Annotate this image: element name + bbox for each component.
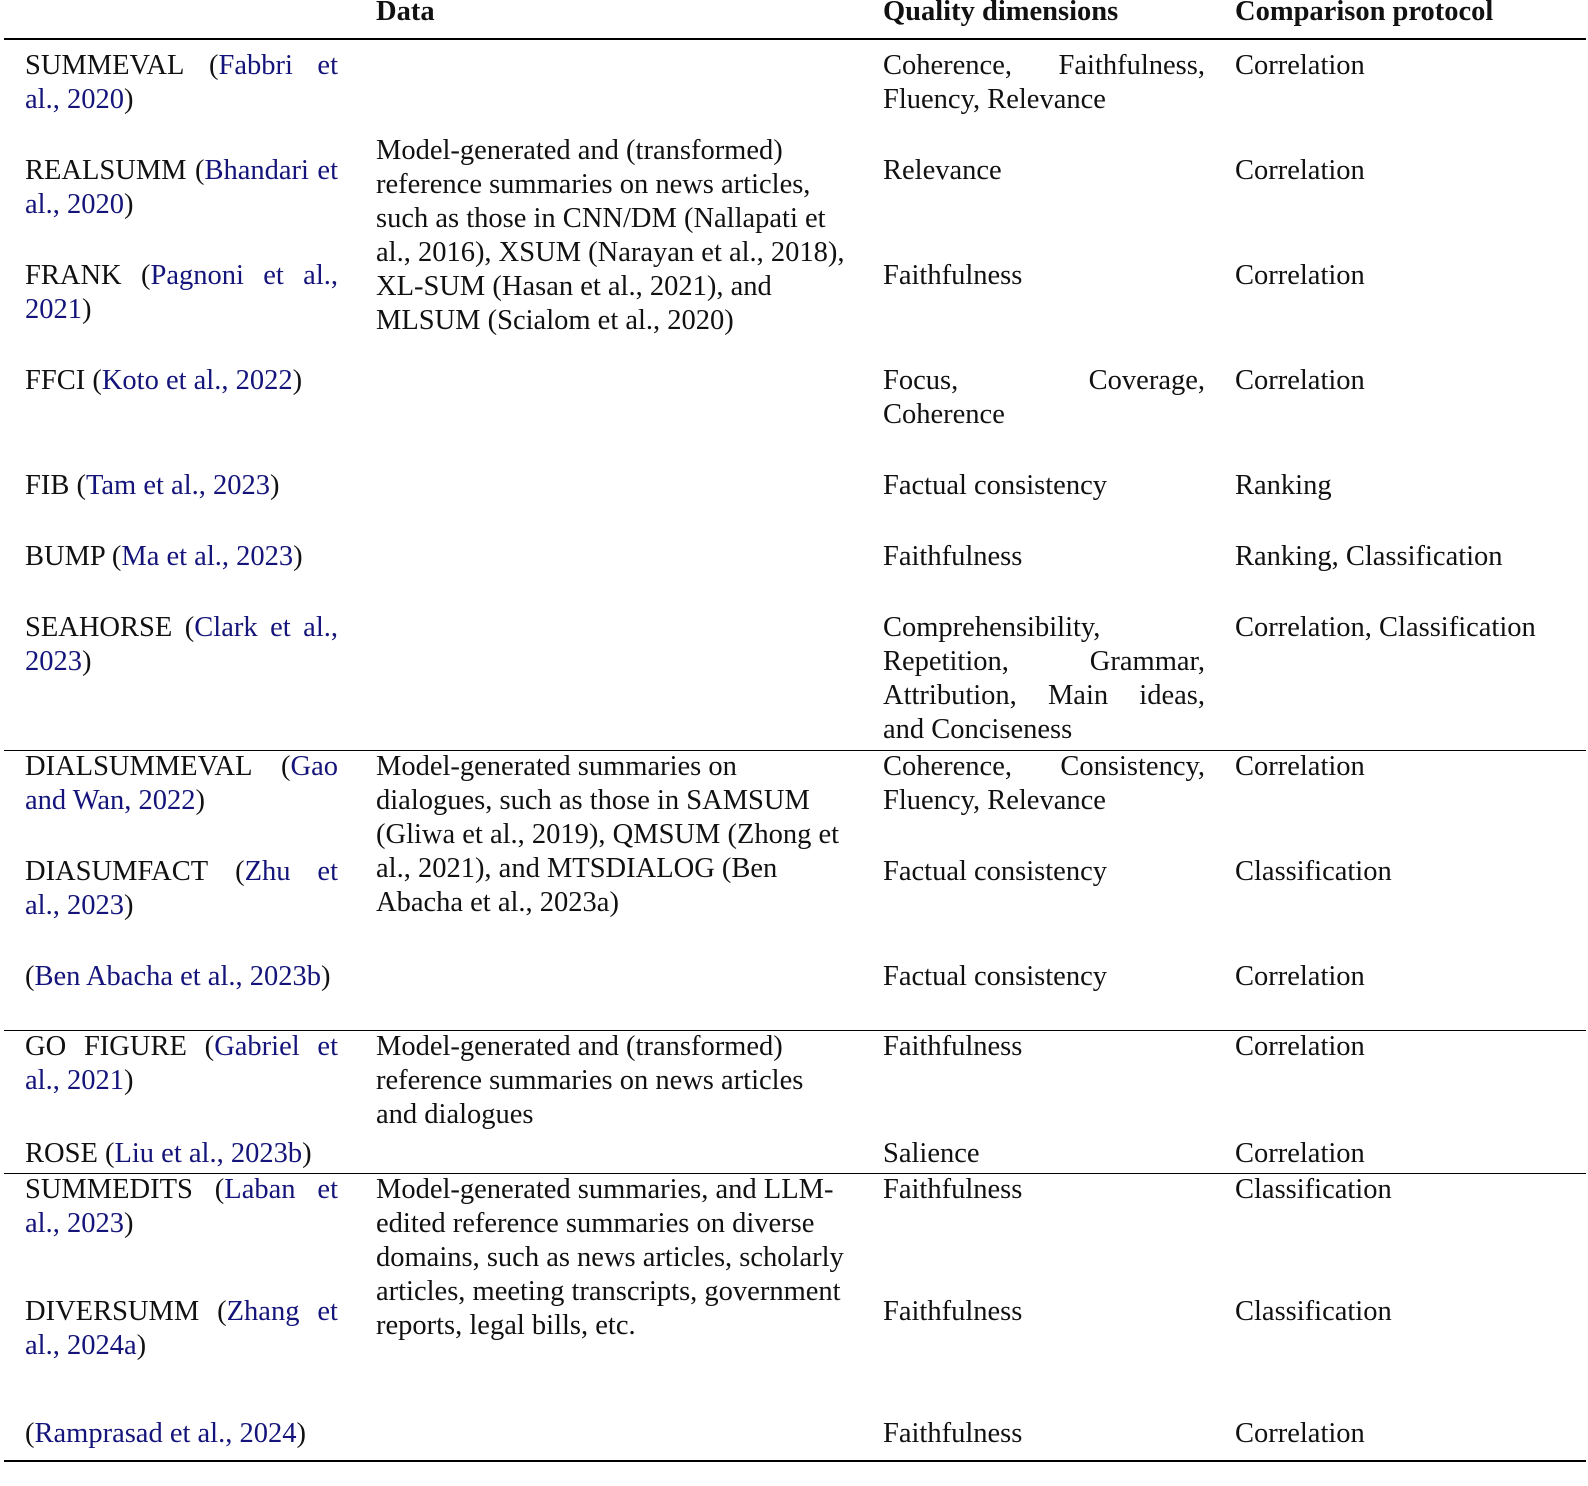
protocol-cell: Correlation [1235,1418,1365,1449]
data-cell-news: Model-generated and (transformed) reference summaries on news articles, such as those in CNN/DM (Nallapati et al., 2016), XSUM (Narayan et al., 2018), XL-SUM (Hasan et al., 2021), and MLSUM (Scialom et al., 2020) [376,135,845,336]
header-quality-dimensions: Quality dimensions [883,0,1119,27]
citation-link[interactable]: Ramprasad et al., 2024 [34,1418,297,1449]
row-name-frank: FRANK (Pagnoni et al., 2021) [25,260,338,325]
row-name-seahorse: SEAHORSE (Clark et al., 2023) [25,612,338,677]
row-name-rose: ROSE (Liu et al., 2023b) [25,1138,312,1169]
citation-link[interactable]: Clark et al., 2023 [25,612,338,677]
benchmark-name: DIASUMFACT [25,856,209,887]
citation-link[interactable]: Fabbri et al., 2020 [25,50,338,115]
benchmark-name: DIVERSUMM [25,1296,200,1327]
protocol-cell: Correlation [1235,751,1365,782]
protocol-cell: Classification [1235,1174,1392,1205]
row-name-summedits: SUMMEDITS (Laban et al., 2023) [25,1174,338,1239]
data-cell-diverse: Model-generated summaries, and LLM-edited reference summaries on diverse domains, such as news articles, scholarly articles, meeting transcripts, government reports, legal bills, etc. [376,1174,844,1341]
quality-cell: Focus, Coverage, Coherence [883,365,1205,430]
citation-link[interactable]: Pagnoni et al., 2021 [25,260,338,325]
quality-cell: Factual consistency [883,961,1107,992]
quality-cell: Coherence, Faithfulness, Fluency, Relevance [883,50,1205,115]
row-name-ramprasad: (Ramprasad et al., 2024) [25,1418,306,1449]
row-name-ffci: FFCI (Koto et al., 2022) [25,365,303,396]
quality-cell: Factual consistency [883,470,1107,501]
benchmark-name: SUMMEDITS [25,1174,193,1205]
benchmark-name: DIALSUMMEVAL [25,751,253,782]
protocol-cell: Correlation [1235,155,1365,186]
citation-link[interactable]: Gao and Wan, 2022 [25,751,338,816]
row-name-diasumfact: DIASUMFACT (Zhu et al., 2023) [25,856,338,921]
bottom-rule [4,1460,1586,1462]
row-name-dialsummeval: DIALSUMMEVAL (Gao and Wan, 2022) [25,751,338,816]
header-comparison-protocol: Comparison protocol [1235,0,1494,27]
row-name-ben-abacha: (Ben Abacha et al., 2023b) [25,961,331,992]
benchmark-name: FFCI [25,365,86,396]
citation-link[interactable]: Laban et al., 2023 [25,1174,338,1239]
quality-cell: Coherence, Consistency, Fluency, Relevance [883,751,1205,816]
benchmark-name: FRANK [25,260,122,291]
data-cell-mixed: Model-generated and (transformed) reference summaries on news articles and dialogues [376,1031,804,1130]
citation-link[interactable]: Liu et al., 2023b [114,1138,303,1169]
benchmark-name: ROSE [25,1138,98,1169]
citation-link[interactable]: Zhu et al., 2023 [25,856,338,921]
quality-cell: Faithfulness [883,1031,1023,1062]
quality-cell: Faithfulness [883,1174,1023,1205]
protocol-cell: Correlation [1235,50,1365,81]
protocol-cell: Correlation, Classification [1235,612,1536,643]
row-name-diversumm: DIVERSUMM (Zhang et al., 2024a) [25,1296,338,1361]
benchmark-name: REALSUMM [25,155,187,186]
row-name-realsumm: REALSUMM (Bhandari et al., 2020) [25,155,338,220]
citation-link[interactable]: Ma et al., 2023 [121,541,294,572]
citation-link[interactable]: Bhandari et al., 2020 [25,155,338,220]
protocol-cell: Correlation [1235,961,1365,992]
top-rule [4,38,1586,40]
benchmark-name: FIB [25,470,70,501]
row-name-bump: BUMP (Ma et al., 2023) [25,541,303,572]
citation-link[interactable]: Koto et al., 2022 [101,365,293,396]
quality-cell: Salience [883,1138,980,1169]
protocol-cell: Correlation [1235,365,1365,396]
quality-cell: Faithfulness [883,1418,1023,1449]
protocol-cell: Correlation [1235,1031,1365,1062]
benchmark-name: SUMMEVAL [25,50,185,81]
citation-link[interactable]: Gabriel et al., 2021 [25,1031,339,1096]
citation-link[interactable]: Tam et al., 2023 [85,470,270,501]
header-data: Data [376,0,435,27]
protocol-cell: Correlation [1235,260,1365,291]
quality-cell: Faithfulness [883,541,1023,572]
benchmark-name: BUMP [25,541,105,572]
citation-link[interactable]: Zhang et al., 2024a [25,1296,338,1361]
benchmark-name: SEAHORSE [25,612,173,643]
quality-cell: Relevance [883,155,1002,186]
quality-cell: Faithfulness [883,1296,1023,1327]
benchmark-name: GO FIGURE [25,1031,187,1062]
data-cell-dialogue: Model-generated summaries on dialogues, such as those in SAMSUM (Gliwa et al., 2019), QMSUM (Zhong et al., 2021), and MTSDIALOG (Ben Abacha et al., 2023a) [376,751,840,918]
row-name-summeval: SUMMEVAL (Fabbri et al., 2020) [25,50,338,115]
protocol-cell: Ranking [1235,470,1332,501]
protocol-cell: Classification [1235,856,1392,887]
protocol-cell: Correlation [1235,1138,1365,1169]
protocol-cell: Ranking, Classification [1235,541,1503,572]
protocol-cell: Classification [1235,1296,1392,1327]
row-name-fib: FIB (Tam et al., 2023) [25,470,280,501]
quality-cell: Faithfulness [883,260,1023,291]
row-name-gofigure: GO FIGURE (Gabriel et al., 2021) [25,1031,339,1096]
quality-cell: Comprehensibility, Repetition, Grammar, Attribution, Main ideas, and Conciseness [883,612,1205,745]
quality-cell: Factual consistency [883,856,1107,887]
citation-link[interactable]: Ben Abacha et al., 2023b [34,961,322,992]
